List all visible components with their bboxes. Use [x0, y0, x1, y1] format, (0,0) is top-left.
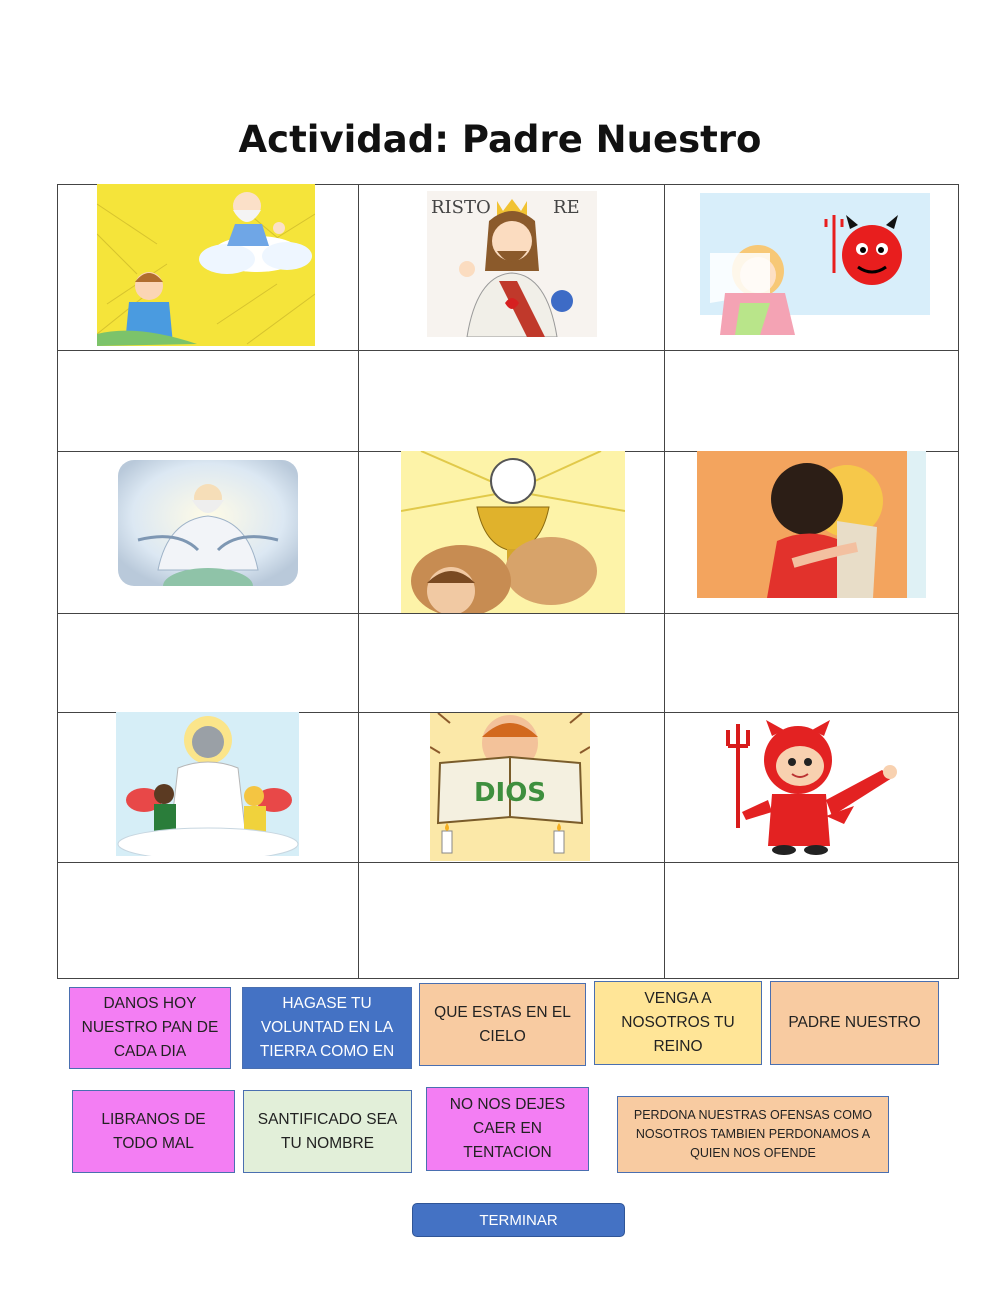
girl-devil-temptation-image: [700, 193, 930, 335]
drop-zone-8[interactable]: [359, 863, 664, 978]
god-over-world-image: [118, 460, 298, 586]
drop-zone-4[interactable]: [59, 614, 358, 712]
eucharist-bread-image: [401, 451, 625, 613]
drop-zone-3[interactable]: [665, 351, 958, 451]
answer-card-que-estas-en-el-cielo[interactable]: QUE ESTAS EN EL CIELO: [419, 983, 586, 1066]
drop-zone-6[interactable]: [665, 614, 958, 712]
answer-card-padre-nuestro[interactable]: PADRE NUESTRO: [770, 981, 939, 1065]
answer-card-venga-a-nosotros[interactable]: VENGA A NOSOTROS TU REINO: [594, 981, 762, 1065]
cartoon-devil-image: [722, 720, 910, 856]
drop-zone-5[interactable]: [359, 614, 664, 712]
rey-text: RE: [553, 197, 580, 218]
cristo-text: RISTO: [431, 197, 491, 218]
drop-zone-2[interactable]: [359, 351, 664, 451]
child-reading-dios-book-image: [430, 713, 590, 861]
answer-card-libranos-de-todo-mal[interactable]: LIBRANOS DE TODO MAL: [72, 1090, 235, 1173]
answer-card-no-nos-dejes-caer[interactable]: NO NOS DEJES CAER EN TENTACION: [426, 1087, 589, 1171]
drop-zone-1[interactable]: [59, 351, 358, 451]
terminar-button[interactable]: TERMINAR: [412, 1203, 625, 1237]
answer-card-santificado-sea[interactable]: SANTIFICADO SEA TU NOMBRE: [243, 1090, 412, 1173]
dios-book-text: DIOS: [473, 778, 547, 808]
jesus-with-children-heaven-image: [116, 712, 299, 856]
page-title: Actividad: Padre Nuestro: [238, 118, 762, 161]
child-praying-god-father-image: [97, 184, 315, 346]
drop-zone-9[interactable]: [665, 863, 958, 978]
answer-card-danos-hoy[interactable]: DANOS HOY NUESTRO PAN DE CADA DIA: [69, 987, 231, 1069]
drop-zone-7[interactable]: [59, 863, 358, 978]
answer-card-hagase-tu-voluntad[interactable]: HAGASE TU VOLUNTAD EN LA TIERRA COMO EN: [242, 987, 412, 1069]
children-hugging-image: [697, 451, 926, 598]
cristo-rey-image: [427, 191, 597, 337]
answer-card-perdona-nuestras-ofensas[interactable]: PERDONA NUESTRAS OFENSAS COMO NOSOTROS TAMBIEN PERDONAMOS A QUIEN NOS OFENDE: [617, 1096, 889, 1173]
